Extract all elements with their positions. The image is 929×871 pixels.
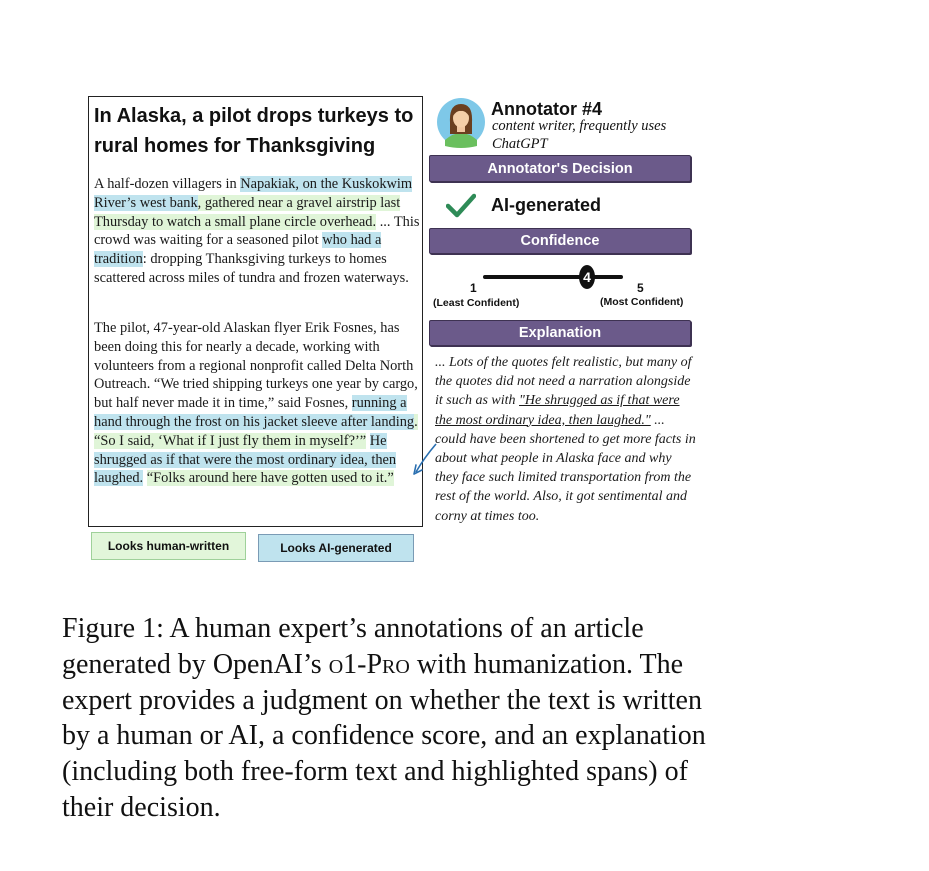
article-paragraph-2 [94, 319, 424, 488]
confidence-min-label: (Least Confident) [433, 297, 520, 309]
looks-human-button[interactable]: Looks human-written [91, 532, 246, 560]
highlighted-span: . “So I said, ‘What if I just fly them in myself?’” [94, 413, 418, 449]
confidence-scale [429, 262, 691, 310]
caption-part2: with humanization. The expert provides a judgment on whether the text is written by a human or AI, a confidence score, and an explanation (including both free-form text and highlighted spans) of their decision. [62, 648, 706, 823]
highlighted-span: Napakiak, on the Kuskokwim River’s west bank [94, 176, 413, 211]
confidence-header: Confidence [429, 228, 691, 254]
confidence-slider [429, 262, 691, 292]
decision-value: AI-generated [491, 195, 602, 215]
confidence-max: 5 [637, 281, 644, 295]
confidence-value: 4 [583, 269, 591, 285]
annotator-title: Annotator #4 [491, 99, 603, 119]
highlighted-span: who had a tradition [94, 232, 382, 268]
explanation-header: Explanation [429, 320, 691, 346]
looks-ai-button[interactable]: Looks AI-generated [258, 534, 414, 562]
decision-header: Annotator's Decision [429, 155, 691, 182]
checkmark-icon [446, 193, 476, 219]
text-span: ... This crowd was waiting for a seasoned pilot [94, 213, 420, 249]
explanation-after: ... could have been shortened to get more facts in about what people in Alaska face and why they face such limited transportation from the rest of the world. Also, it got sentimental and corny at times too. [435, 412, 696, 524]
annotator-avatar-icon [436, 96, 486, 148]
explanation-before: ... Lots of the quotes felt realistic, but many of the quotes did not need a narration alongside it such as with [435, 355, 692, 409]
text-span: A half-dozen villagers in [94, 176, 241, 192]
confidence-min: 1 [470, 281, 477, 295]
caption-part1: Figure 1: A human expert’s annotations of an article generated by OpenAI’s [62, 613, 644, 680]
article-title: In Alaska, a pilot drops turkeys to rural homes for Thanksgiving [94, 105, 414, 157]
text-span: The pilot, 47-year-old Alaskan flyer Erik Fosnes, has been doing this for nearly a decade, working with volunteers from a regional nonprofit called Delta North Outreach. “We tried shipping turkeys one year by cargo, but half never made it in time,” said Fosnes, [94, 320, 418, 412]
article-paragraph-1 [94, 175, 424, 288]
annotator-subtitle: content writer, frequently uses ChatGPT [492, 118, 667, 152]
caption-model: o1-Pro [328, 648, 410, 680]
confidence-max-label: (Most Confident) [600, 296, 684, 308]
explanation-quote: "He shrugged as if that were the most ordinary idea, then laughed." [435, 393, 680, 428]
confidence-knob [579, 265, 595, 289]
link-arrow-icon [410, 440, 450, 490]
explanation-text [435, 353, 697, 526]
highlighted-span: “Folks around here have gotten used to it.” [146, 470, 394, 487]
figure-caption [62, 611, 732, 826]
highlighted-span: He shrugged as if that were the most ordinary idea, then laughed. [94, 432, 397, 487]
article-card [88, 96, 423, 527]
highlighted-span: , gathered near a gravel airstrip last Thursday to watch a small plane circle overhead. [94, 194, 401, 230]
text-span: : dropping Thanksgiving turkeys to homes scattered across miles of tundra and frozen waterways. [94, 251, 409, 286]
highlighted-span: running a hand through the frost on his jacket sleeve after landing [94, 395, 415, 430]
